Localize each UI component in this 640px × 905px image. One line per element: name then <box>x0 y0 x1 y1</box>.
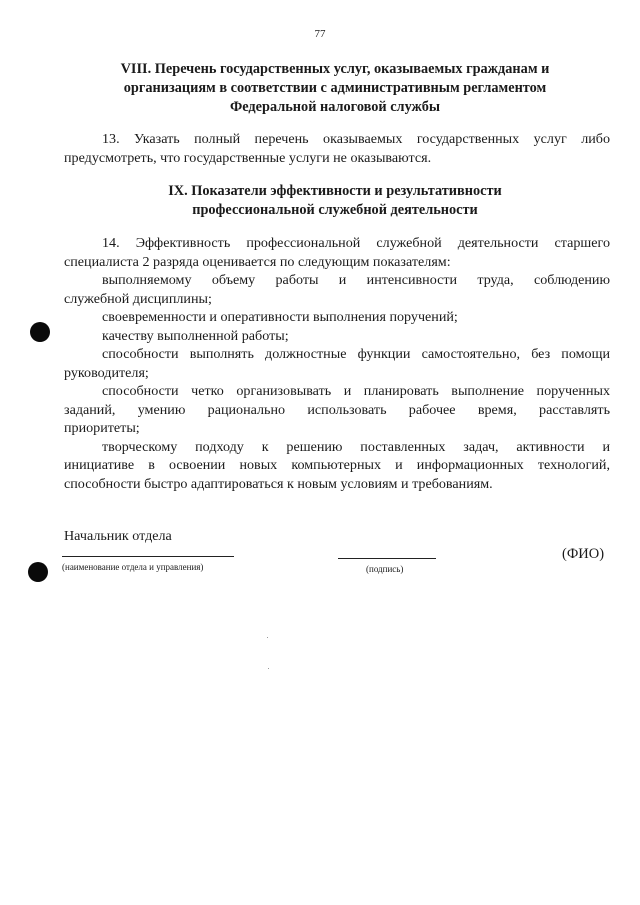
section-9-heading <box>60 182 610 220</box>
signature-caption: (подпись) <box>366 564 404 574</box>
indicator-item: творческому подходу к решению поставленных задач, активности и <box>102 438 610 455</box>
department-signature-line <box>62 556 234 557</box>
section-8-heading-line: организациям в соответствии с административным регламентом <box>123 80 547 96</box>
section-8-heading-line: VIII. Перечень государственных услуг, оказываемых гражданам и <box>120 61 550 77</box>
signature-line <box>338 558 436 559</box>
page-number: 77 <box>314 28 326 40</box>
indicator-item: выполняемому объему работы и интенсивности труда, соблюдению <box>102 272 610 288</box>
paragraph-13 <box>64 130 610 167</box>
punch-hole-mark <box>28 562 48 582</box>
scan-speck <box>268 668 269 669</box>
punch-hole-mark <box>30 322 50 342</box>
paragraph-line: 13. Указать полный перечень оказываемых государственных услуг либо <box>102 131 610 147</box>
indicator-item: способности быстро адаптироваться к новым условиям и требованиям. <box>64 475 493 492</box>
section-9-heading-line: IX. Показатели эффективности и результативности <box>168 183 502 199</box>
paragraph-line: предусмотреть, что государственные услуги не оказываются. <box>64 149 432 166</box>
department-caption: (наименование отдела и управления) <box>62 562 204 572</box>
indicator-item: руководителя; <box>64 364 149 381</box>
position-title: Начальник отдела <box>64 528 172 544</box>
indicator-item: качеству выполненной работы; <box>102 327 289 344</box>
indicator-item: заданий, умению рационально использовать рабочее время, расставлять <box>64 401 610 418</box>
indicator-item: своевременности и оперативности выполнения поручений; <box>102 309 458 325</box>
section-8-heading <box>60 60 610 117</box>
indicator-item: служебной дисциплины; <box>64 290 212 307</box>
indicator-item: способности четко организовывать и планировать выполнение порученных <box>102 383 610 399</box>
scan-speck <box>267 637 268 638</box>
indicator-item: приоритеты; <box>64 420 140 436</box>
paragraph-line: 14. Эффективность профессиональной служебной деятельности старшего <box>102 235 610 251</box>
indicator-item: инициативе в освоении новых компьютерных и информационных технологий, <box>64 457 610 473</box>
paragraph-14 <box>64 234 610 493</box>
section-9-heading-line: профессиональной служебной деятельности <box>192 202 478 218</box>
section-8-heading-line: Федеральной налоговой службы <box>229 99 441 115</box>
paragraph-line: специалиста 2 разряда оценивается по следующим показателям: <box>64 253 451 270</box>
indicator-item: способности выполнять должностные функции самостоятельно, без помощи <box>102 346 610 362</box>
fio-label: (ФИО) <box>562 546 605 562</box>
